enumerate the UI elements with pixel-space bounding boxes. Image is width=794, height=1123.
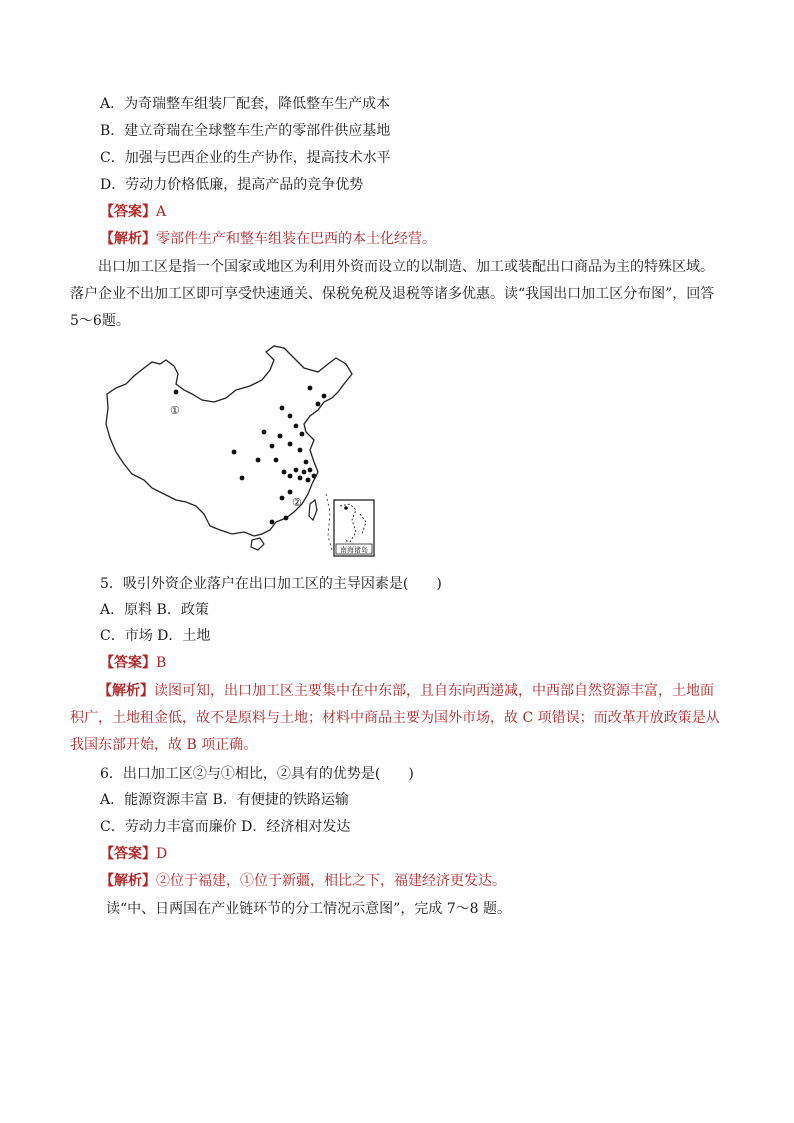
zone-dot: [306, 478, 311, 483]
q4-analysis: 零部件生产和整车组装在巴西的本土化经营。: [156, 231, 436, 247]
next-intro: 读“中、日两国在产业链环节的分工情况示意图”，完成 7～8 题。: [106, 901, 512, 917]
answer-label: 【答案】: [100, 204, 156, 220]
zone-dot: [288, 442, 293, 447]
inset-label: 南海诸岛: [340, 546, 368, 554]
q5-answer-line: [100, 653, 166, 673]
intro-line-3: 5～6题。: [70, 313, 130, 329]
export-zone-map: [104, 344, 380, 560]
q5-analysis-line-2: 积广，土地租金低，故不是原料与土地；材料中商品主要为国外市场，故 C 项错误；而改革开放政策是从: [70, 710, 720, 726]
taiwan-island: [309, 500, 317, 520]
q4-analysis-line: [100, 229, 436, 249]
q6-analysis-line: [100, 871, 506, 891]
zone-dot: [300, 432, 305, 437]
q4-option-b: B．建立奇瑞在全球整车生产的零部件供应基地: [100, 123, 391, 139]
q6-answer: D: [156, 846, 168, 862]
intro-line-1: 出口加工区是指一个国家或地区为利用外资而设立的以制造、加工或装配出口商品为主的特殊区域。: [98, 259, 714, 275]
south-sea-inset: [334, 500, 374, 556]
coast-dashes: [326, 494, 332, 550]
zone-dot: [262, 430, 267, 435]
zone-dot: [274, 458, 279, 463]
zone-dot: [278, 434, 283, 439]
q4-answer: A: [156, 204, 167, 220]
zone-dot: [322, 394, 327, 399]
answer-label: 【答案】: [100, 846, 156, 862]
q6-options-ab: A．能源资源丰富 B．有便捷的铁路运输: [100, 792, 349, 808]
analysis-label: 【解析】: [100, 231, 156, 247]
q4-option-c: C．加强与巴西企业的生产协作，提高技术水平: [100, 150, 391, 166]
q5-analysis: [70, 678, 720, 759]
zone-dot: [298, 448, 303, 453]
zone-dot: [294, 468, 299, 473]
q5-options-ab: A．原料 B．政策: [100, 602, 209, 618]
zone-dot: [174, 390, 179, 395]
zone-dots: [174, 386, 327, 525]
q4-option-d: D．劳动力价格低廉，提高产品的竞争优势: [100, 177, 364, 193]
q6-analysis: ②位于福建，①位于新疆，相比之下，福建经济更发达。: [156, 873, 506, 889]
hainan-island: [251, 538, 264, 550]
q5-stem: 5．吸引外资企业落户在出口加工区的主导因素是( ): [100, 576, 442, 592]
analysis-label: 【解析】: [100, 873, 156, 889]
intro-line-2: 落户企业不出加工区即可享受快速通关、保税免税及退税等诸多优惠。读“我国出口加工区分布图”，回答: [70, 286, 715, 302]
zone-dot: [294, 424, 299, 429]
zone-dot: [304, 460, 309, 465]
zone-dot: [312, 474, 317, 479]
zone-dot: [288, 490, 293, 495]
map-marker-2: ②: [292, 496, 302, 509]
q5-answer: B: [156, 655, 167, 671]
q6-answer-line: [100, 844, 167, 864]
zone-dot: [284, 516, 289, 521]
q6-options-cd: C．劳动力丰富而廉价 D．经济相对发达: [100, 819, 351, 835]
intro-paragraph: [70, 254, 720, 335]
q6-stem: 6．出口加工区②与①相比，②具有的优势是( ): [100, 766, 414, 782]
zone-dot: [280, 496, 285, 501]
map-marker-1: ①: [170, 404, 180, 417]
zone-dot: [270, 520, 275, 525]
zone-dot: [288, 474, 293, 479]
zone-dot: [280, 406, 285, 411]
zone-dot: [308, 468, 313, 473]
q5-options-cd: C．市场 D．土地: [100, 628, 211, 644]
zone-dot: [256, 458, 261, 463]
q5-analysis-line-1: 【解析】读图可知，出口加工区主要集中在中东部，且自东向西递减，中西部自然资源丰富，土地面: [98, 683, 714, 699]
q5-analysis-line-3: 我国东部开始，故 B 项正确。: [70, 737, 258, 753]
q4-option-a: A．为奇瑞整车组装厂配套，降低整车生产成本: [100, 96, 391, 112]
zone-dot: [232, 450, 237, 455]
china-outline: [106, 346, 352, 536]
answer-label: 【答案】: [100, 655, 156, 671]
q4-answer-line: [100, 202, 166, 222]
zone-dot: [302, 470, 307, 475]
zone-dot: [298, 476, 303, 481]
zone-dot: [270, 444, 275, 449]
zone-dot: [316, 402, 321, 407]
zone-dot: [288, 414, 293, 419]
zone-dot: [308, 386, 313, 391]
zone-dot: [240, 476, 245, 481]
zone-dot: [282, 470, 287, 475]
